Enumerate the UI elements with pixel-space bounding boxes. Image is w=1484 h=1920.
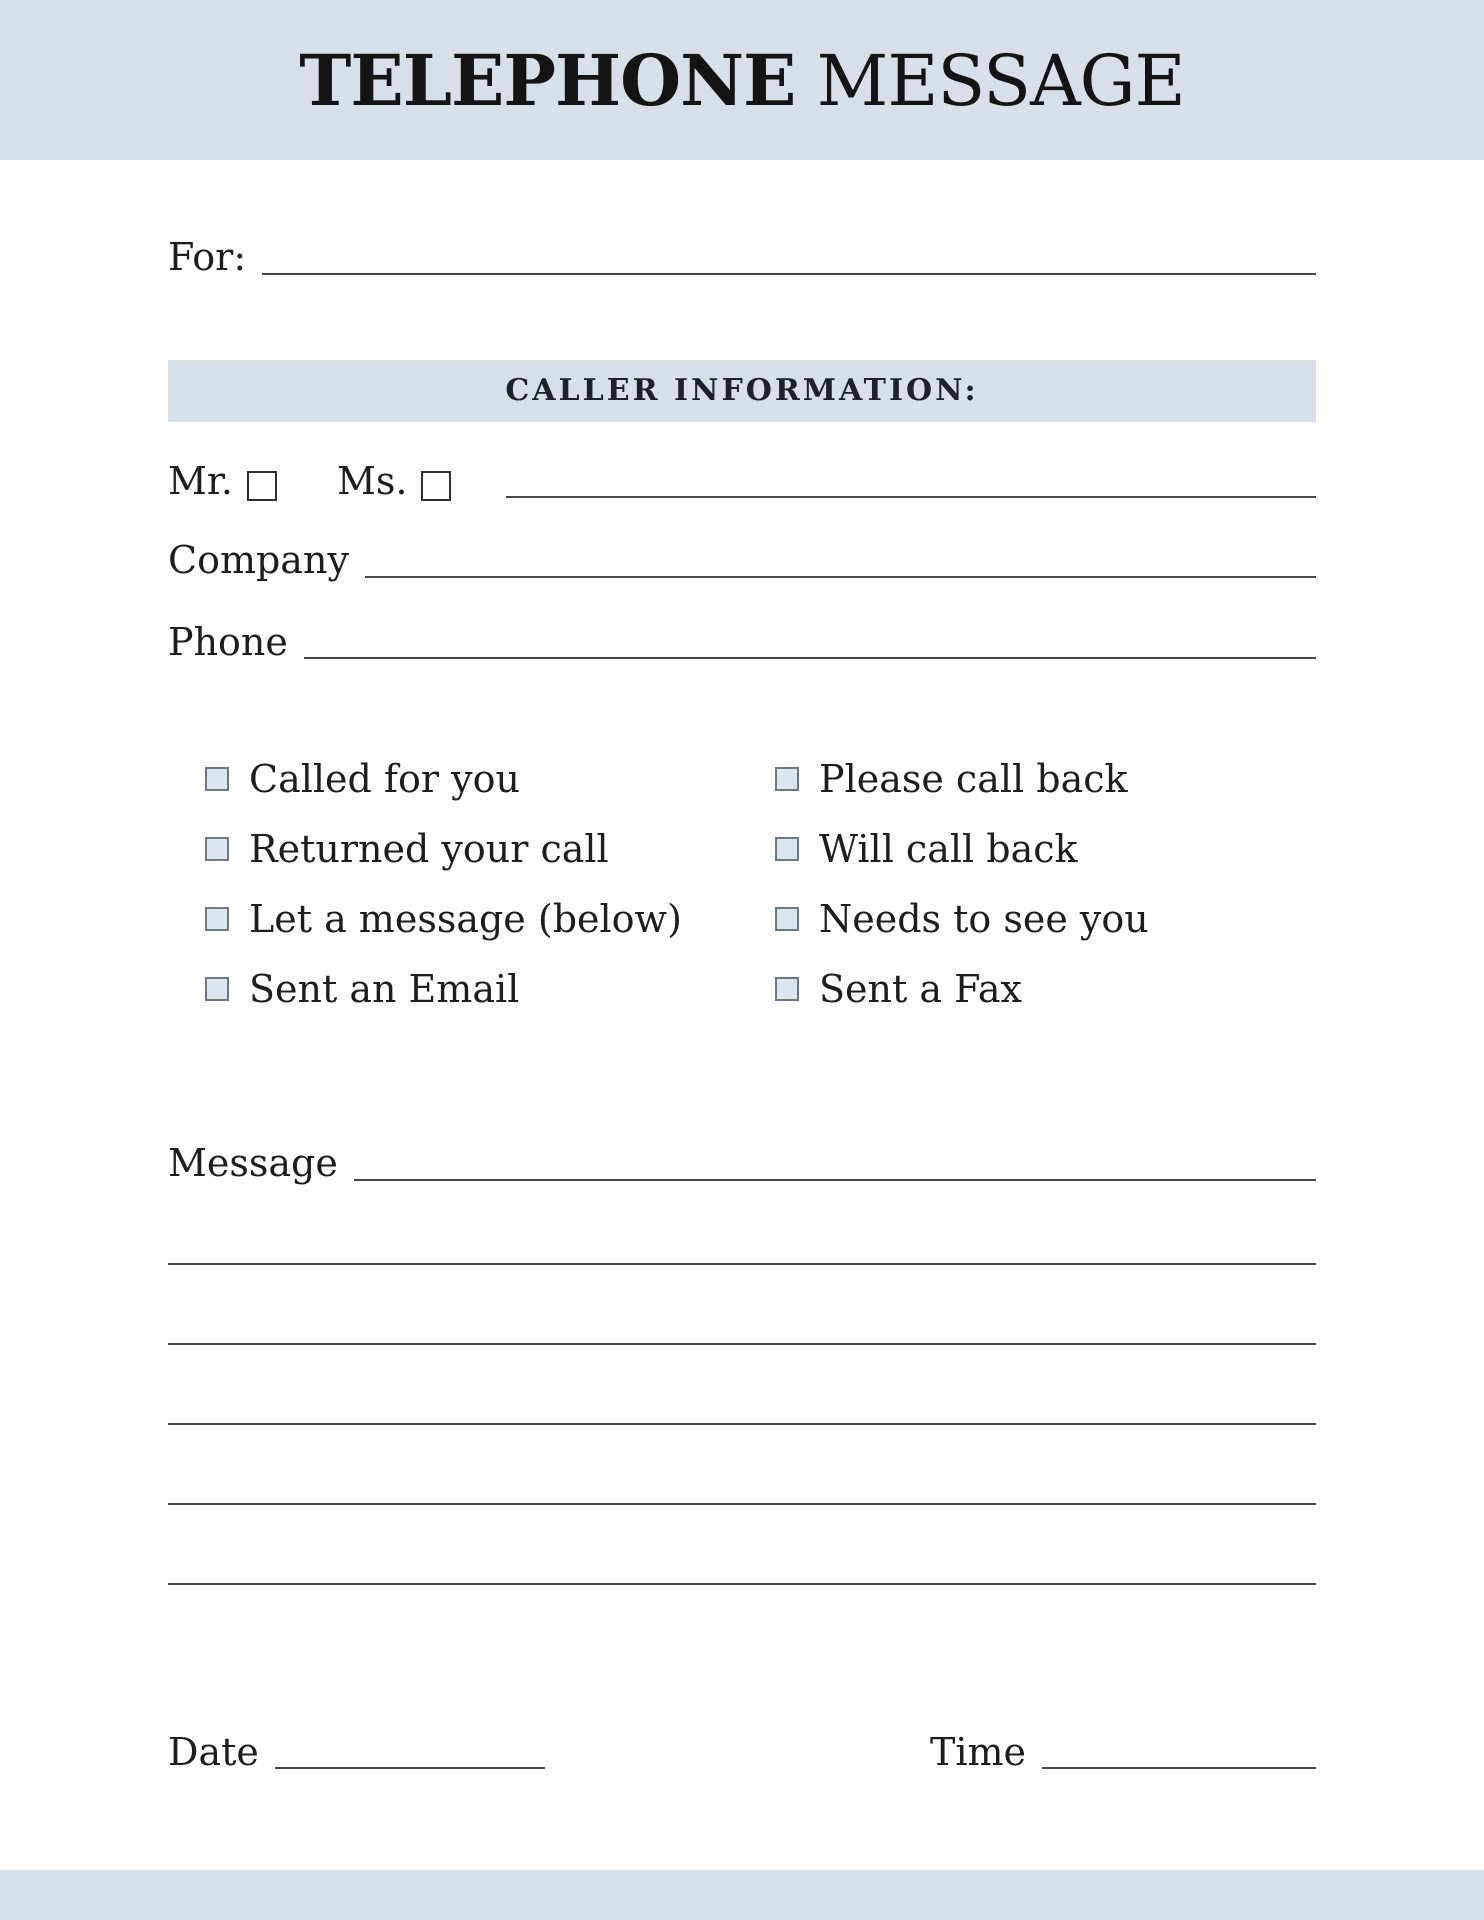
call-options-grid xyxy=(168,756,1316,1012)
message-writing-line[interactable] xyxy=(168,1583,1316,1585)
option-label: Let a message (below) xyxy=(249,897,682,941)
company-input-line[interactable] xyxy=(365,576,1316,578)
option-label: Called for you xyxy=(249,757,520,801)
mr-label: Mr. xyxy=(168,458,233,503)
phone-field xyxy=(168,619,1316,667)
phone-label: Phone xyxy=(168,619,288,664)
date-label: Date xyxy=(168,1729,259,1774)
option-will-call-back[interactable] xyxy=(775,826,1316,872)
option-please-call-back[interactable] xyxy=(775,756,1316,802)
checkbox-icon[interactable] xyxy=(775,907,799,931)
phone-input-line[interactable] xyxy=(304,657,1316,659)
option-label: Sent a Fax xyxy=(819,967,1022,1011)
checkbox-icon[interactable] xyxy=(775,837,799,861)
caller-information-header xyxy=(168,360,1316,422)
option-sent-a-fax[interactable] xyxy=(775,966,1316,1012)
time-label: Time xyxy=(929,1729,1026,1774)
checkbox-icon[interactable] xyxy=(775,767,799,791)
message-writing-line[interactable] xyxy=(168,1343,1316,1345)
company-field xyxy=(168,537,1316,585)
checkbox-icon[interactable] xyxy=(205,977,229,1001)
option-needs-to-see-you[interactable] xyxy=(775,896,1316,942)
salutation-field xyxy=(168,458,1316,506)
page-title-bold: TELEPHONE xyxy=(299,38,796,122)
message-field xyxy=(168,1140,1316,1188)
caller-information-title: CALLER INFORMATION: xyxy=(505,373,979,408)
caller-name-input-line[interactable] xyxy=(506,496,1316,498)
message-writing-line[interactable] xyxy=(168,1503,1316,1505)
option-returned-your-call[interactable] xyxy=(205,826,775,872)
option-label: Returned your call xyxy=(249,827,609,871)
option-called-for-you[interactable] xyxy=(205,756,775,802)
option-label: Will call back xyxy=(819,827,1078,871)
checkbox-icon[interactable] xyxy=(205,907,229,931)
datetime-fields xyxy=(168,1729,1316,1777)
checkbox-icon[interactable] xyxy=(205,767,229,791)
date-input-line[interactable] xyxy=(275,1767,545,1769)
ms-label: Ms. xyxy=(336,458,408,503)
message-writing-line[interactable] xyxy=(168,1263,1316,1265)
message-input-line[interactable] xyxy=(354,1179,1316,1181)
footer-band xyxy=(0,1870,1484,1920)
header-band xyxy=(0,0,1484,160)
message-writing-line[interactable] xyxy=(168,1423,1316,1425)
ms-checkbox[interactable] xyxy=(421,471,451,501)
company-label: Company xyxy=(168,538,349,582)
mr-checkbox[interactable] xyxy=(247,471,277,501)
option-label: Please call back xyxy=(819,757,1128,801)
form-body xyxy=(168,234,1316,1776)
checkbox-icon[interactable] xyxy=(775,977,799,1001)
checkbox-icon[interactable] xyxy=(205,837,229,861)
for-input-line[interactable] xyxy=(262,273,1316,275)
option-label: Needs to see you xyxy=(819,897,1149,941)
option-sent-an-email[interactable] xyxy=(205,966,775,1012)
for-field xyxy=(168,234,1316,282)
option-let-a-message[interactable] xyxy=(205,896,775,942)
option-label: Sent an Email xyxy=(249,967,520,1011)
for-label: For: xyxy=(168,235,247,279)
time-input-line[interactable] xyxy=(1042,1767,1316,1769)
page-title xyxy=(299,39,1184,122)
message-label: Message xyxy=(168,1141,338,1185)
page-title-regular: MESSAGE xyxy=(795,39,1185,122)
